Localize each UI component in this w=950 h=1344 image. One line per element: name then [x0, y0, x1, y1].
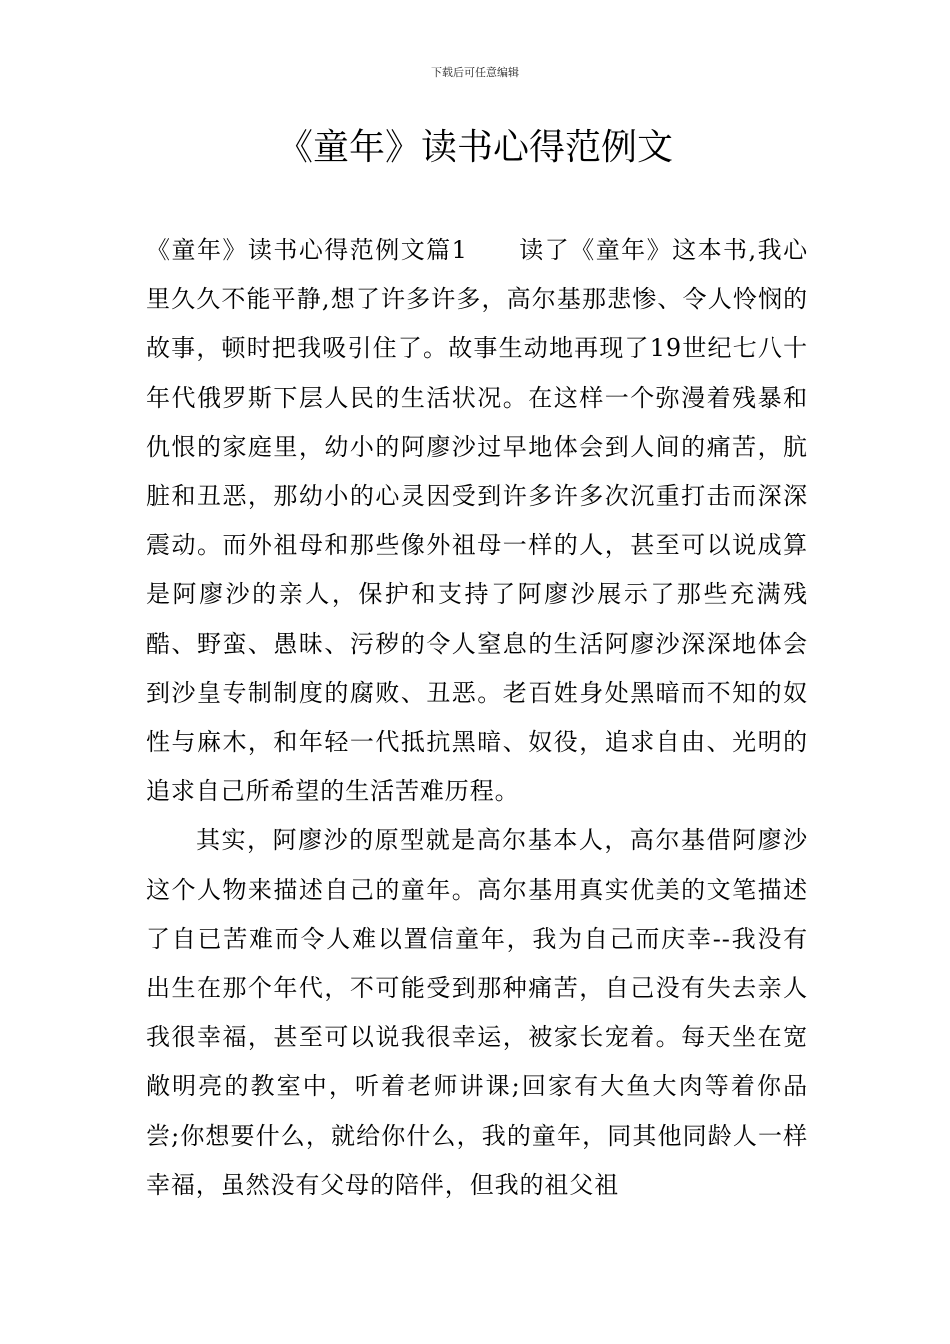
- paragraph: 其实，阿廖沙的原型就是高尔基本人，高尔基借阿廖沙这个人物来描述自己的童年。高尔基用真实优美的文笔描述了自已苦难而令人难以置信童年，我为自己而庆幸--我没有出生在那个年代，不可能受到那种痛苦，自己没有失去亲人我很幸福，甚至可以说我很幸运，被家长宠着。每天坐在宽敞明亮的教室中，听着老师讲课;回家有大鱼大肉等着你品尝;你想要什么，就给你什么，我的童年，同其他同龄人一样幸福，虽然没有父母的陪伴，但我的祖父祖: [146, 826, 808, 1199]
- document-title: 《童年》读书心得范例文: [276, 127, 673, 168]
- download-note: 下载后可任意编辑: [431, 66, 519, 79]
- paragraph: 《童年》读书心得范例文篇1 读了《童年》这本书,我心里久久不能平静,想了许多许多，高尔基那悲惨、令人怜悯的故事，顿时把我吸引住了。故事生动地再现了19世纪七八十年代俄罗斯下层人民的生活状况。在这样一个弥漫着残暴和仇恨的家庭里，幼小的阿廖沙过早地体会到人间的痛苦，肮脏和丑恶，那幼小的心灵因受到许多许多次沉重打击而深深震动。而外祖母和那些像外祖母一样的人，甚至可以说成算是阿廖沙的亲人，保护和支持了阿廖沙展示了那些充满残酷、野蛮、愚昧、污秽的令人窒息的生活阿廖沙深深地体会到沙皇专制制度的腐败、丑恶。老百姓身处黑暗而不知的奴性与麻木，和年轻一代抵抗黑暗、奴役，追求自由、光明的追求自己所希望的生活苦难历程。: [146, 236, 808, 806]
- document-body: [146, 226, 808, 1210]
